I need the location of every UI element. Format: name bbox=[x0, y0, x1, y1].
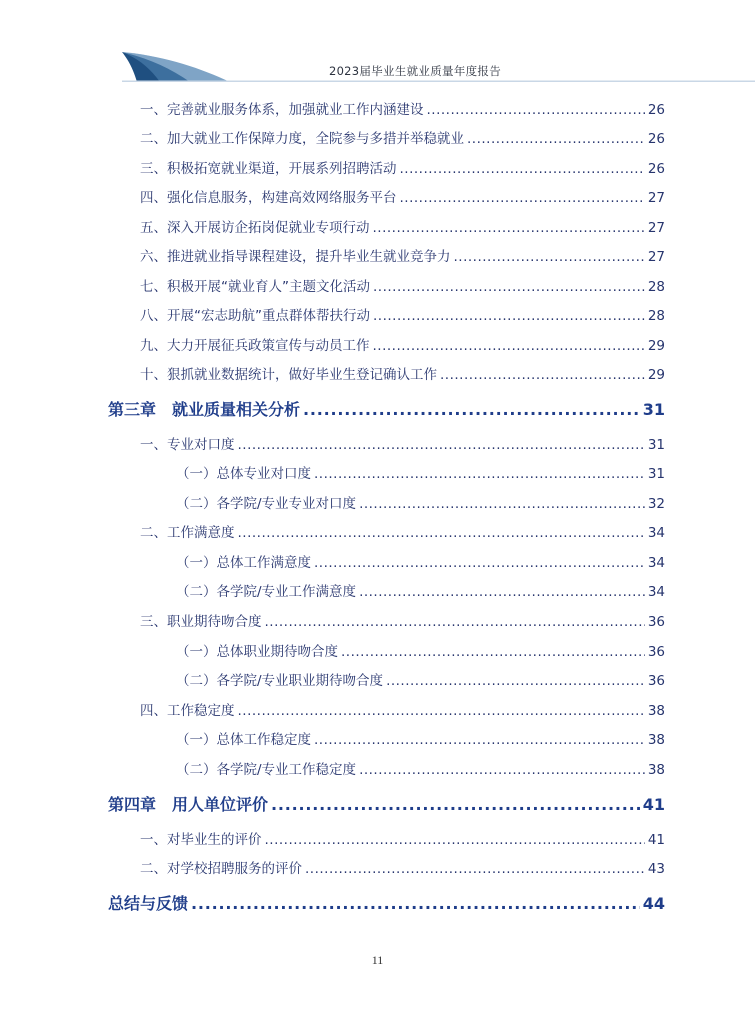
toc-entry-page: 36 bbox=[647, 673, 665, 689]
toc-entry-page: 36 bbox=[647, 644, 665, 660]
toc-entry-page: 44 bbox=[642, 894, 665, 913]
toc-entry-title: 第四章 用人单位评价 bbox=[108, 795, 269, 814]
toc-leader-dots bbox=[191, 894, 640, 913]
toc-entry-page: 41 bbox=[642, 795, 665, 814]
page-number: 11 bbox=[371, 953, 384, 967]
toc-section-entry[interactable] bbox=[140, 857, 665, 877]
toc-entry-page: 36 bbox=[647, 614, 665, 630]
toc-entry-title: （二）各学院/专业职业期待吻合度 bbox=[176, 673, 384, 689]
toc-leader-dots bbox=[341, 644, 645, 660]
toc-entry-title: 八、开展“宏志助航”重点群体帮扶行动 bbox=[140, 308, 370, 324]
toc-leader-dots bbox=[373, 220, 645, 236]
toc-entry-title: 十、狠抓就业数据统计，做好毕业生登记确认工作 bbox=[140, 367, 437, 383]
toc-leader-dots bbox=[400, 190, 645, 206]
toc-section-entry[interactable] bbox=[140, 245, 665, 265]
toc-entry-page: 27 bbox=[647, 249, 665, 265]
toc-entry-page: 34 bbox=[647, 584, 665, 600]
toc-section-entry[interactable] bbox=[140, 186, 665, 206]
toc-section-entry[interactable] bbox=[140, 98, 665, 118]
toc-chapter-entry[interactable] bbox=[108, 792, 665, 815]
toc-entry-title: 二、加大就业工作保障力度，全院参与多措并举稳就业 bbox=[140, 131, 464, 147]
toc-chapter-entry[interactable] bbox=[108, 397, 665, 420]
toc-subsection-entry[interactable] bbox=[176, 669, 665, 689]
toc-leader-dots bbox=[314, 555, 645, 571]
toc-section-entry[interactable] bbox=[140, 610, 665, 630]
toc-entry-title: 总结与反馈 bbox=[108, 894, 189, 913]
toc-leader-dots bbox=[314, 732, 645, 748]
toc-entry-title: 九、大力开展征兵政策宣传与动员工作 bbox=[140, 338, 370, 354]
toc-leader-dots bbox=[265, 832, 645, 848]
toc-entry-page: 38 bbox=[647, 732, 665, 748]
toc-leader-dots bbox=[386, 673, 645, 689]
toc-leader-dots bbox=[238, 703, 645, 719]
toc-section-entry[interactable] bbox=[140, 275, 665, 295]
toc-leader-dots bbox=[359, 496, 645, 512]
toc-leader-dots bbox=[440, 367, 645, 383]
toc-entry-page: 28 bbox=[647, 308, 665, 324]
toc-entry-title: 一、对毕业生的评价 bbox=[140, 832, 262, 848]
toc-entry-page: 32 bbox=[647, 496, 665, 512]
toc-entry-title: 第三章 就业质量相关分析 bbox=[108, 400, 301, 419]
toc-entry-page: 27 bbox=[647, 190, 665, 206]
toc-section-entry[interactable] bbox=[140, 334, 665, 354]
toc-entry-title: 四、工作稳定度 bbox=[140, 703, 235, 719]
toc-entry-page: 31 bbox=[647, 466, 665, 482]
toc-leader-dots bbox=[373, 279, 645, 295]
toc-section-entry[interactable] bbox=[140, 699, 665, 719]
toc-entry-page: 34 bbox=[647, 525, 665, 541]
toc-entry-title: 一、完善就业服务体系，加强就业工作内涵建设 bbox=[140, 102, 424, 118]
toc-entry-page: 29 bbox=[647, 338, 665, 354]
toc-section-entry[interactable] bbox=[140, 216, 665, 236]
toc-chapter-entry[interactable] bbox=[108, 891, 665, 914]
toc-leader-dots bbox=[359, 584, 645, 600]
toc-entry-title: 二、工作满意度 bbox=[140, 525, 235, 541]
toc-entry-title: 五、深入开展访企拓岗促就业专项行动 bbox=[140, 220, 370, 236]
toc-leader-dots bbox=[359, 762, 645, 778]
toc-subsection-entry[interactable] bbox=[176, 758, 665, 778]
toc-subsection-entry[interactable] bbox=[176, 492, 665, 512]
toc-subsection-entry[interactable] bbox=[176, 580, 665, 600]
toc-leader-dots bbox=[238, 525, 645, 541]
toc-leader-dots bbox=[265, 614, 645, 630]
toc-subsection-entry[interactable] bbox=[176, 728, 665, 748]
toc-entry-page: 26 bbox=[647, 131, 665, 147]
toc-section-entry[interactable] bbox=[140, 433, 665, 453]
toc-subsection-entry[interactable] bbox=[176, 551, 665, 571]
toc-entry-page: 28 bbox=[647, 279, 665, 295]
toc-entry-title: （一）总体工作满意度 bbox=[176, 555, 311, 571]
toc-entry-title: （一）总体职业期待吻合度 bbox=[176, 644, 338, 660]
toc-entry-page: 26 bbox=[647, 102, 665, 118]
toc-entry-title: 三、积极拓宽就业渠道，开展系列招聘活动 bbox=[140, 161, 397, 177]
toc-entry-title: （一）总体专业对口度 bbox=[176, 466, 311, 482]
toc-section-entry[interactable] bbox=[140, 157, 665, 177]
toc-entry-page: 38 bbox=[647, 762, 665, 778]
toc-section-entry[interactable] bbox=[140, 828, 665, 848]
toc-leader-dots bbox=[373, 338, 645, 354]
toc-entry-page: 26 bbox=[647, 161, 665, 177]
toc-leader-dots bbox=[400, 161, 645, 177]
toc-entry-page: 31 bbox=[647, 437, 665, 453]
toc-entry-title: 三、职业期待吻合度 bbox=[140, 614, 262, 630]
toc-leader-dots bbox=[373, 308, 645, 324]
toc-entry-page: 31 bbox=[642, 400, 665, 419]
toc-section-entry[interactable] bbox=[140, 127, 665, 147]
toc-entry-title: （二）各学院/专业专业对口度 bbox=[176, 496, 357, 512]
toc-entry-page: 41 bbox=[647, 832, 665, 848]
report-title: 2023届毕业生就业质量年度报告 bbox=[328, 64, 502, 78]
toc-entry-title: 二、对学校招聘服务的评价 bbox=[140, 861, 302, 877]
toc-entry-title: 六、推进就业指导课程建设，提升毕业生就业竞争力 bbox=[140, 249, 451, 265]
toc-entry-title: （二）各学院/专业工作稳定度 bbox=[176, 762, 357, 778]
toc-subsection-entry[interactable] bbox=[176, 462, 665, 482]
toc-section-entry[interactable] bbox=[140, 521, 665, 541]
toc-entry-page: 43 bbox=[647, 861, 665, 877]
toc-leader-dots bbox=[314, 466, 645, 482]
toc-entry-title: 四、强化信息服务，构建高效网络服务平台 bbox=[140, 190, 397, 206]
toc-entry-title: （一）总体工作稳定度 bbox=[176, 732, 311, 748]
toc-leader-dots bbox=[303, 400, 640, 419]
toc-subsection-entry[interactable] bbox=[176, 640, 665, 660]
toc-leader-dots bbox=[427, 102, 645, 118]
toc-section-entry[interactable] bbox=[140, 363, 665, 383]
toc-entry-title: 七、积极开展“就业育人”主题文化活动 bbox=[140, 279, 370, 295]
toc-entry-title: 一、专业对口度 bbox=[140, 437, 235, 453]
toc-leader-dots bbox=[467, 131, 645, 147]
toc-entry-page: 27 bbox=[647, 220, 665, 236]
toc-entry-page: 38 bbox=[647, 703, 665, 719]
page-header bbox=[0, 0, 755, 90]
toc-entry-page: 29 bbox=[647, 367, 665, 383]
toc-section-entry[interactable] bbox=[140, 304, 665, 324]
toc-leader-dots bbox=[238, 437, 645, 453]
toc-leader-dots bbox=[305, 861, 645, 877]
toc-leader-dots bbox=[271, 795, 640, 814]
toc-entry-page: 34 bbox=[647, 555, 665, 571]
toc-entry-title: （二）各学院/专业工作满意度 bbox=[176, 584, 357, 600]
toc-leader-dots bbox=[454, 249, 645, 265]
